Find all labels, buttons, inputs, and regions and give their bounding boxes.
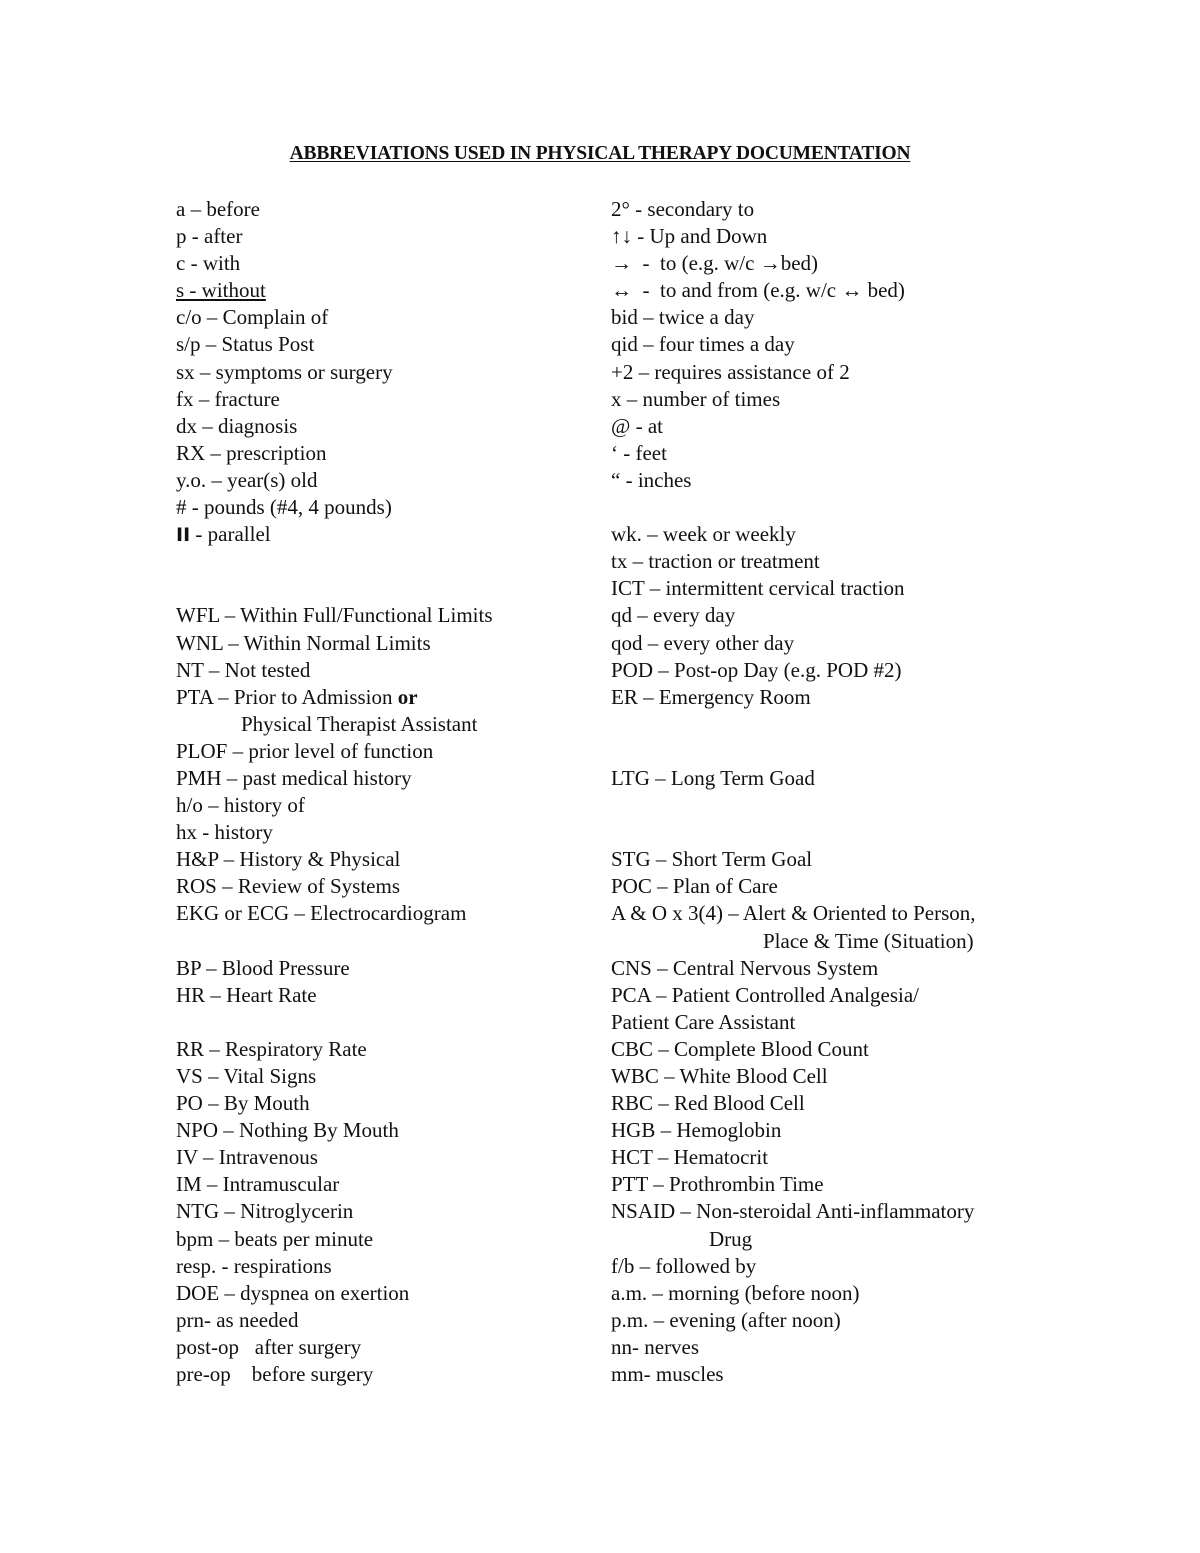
abbreviation-entry: [176, 657, 596, 684]
abbreviation-entry: [176, 1307, 596, 1334]
entry-text: prn- as needed: [176, 1307, 299, 1332]
entry-text: p - after: [176, 224, 243, 249]
entry-text: fx – fracture: [176, 386, 280, 411]
entry-text: IV – Intravenous: [176, 1145, 318, 1170]
entry-text: c - with: [176, 251, 241, 276]
entry-text: LTG – Long Term Goad: [611, 765, 815, 790]
abbreviation-entry: [611, 955, 1061, 982]
abbreviation-entry: [176, 440, 596, 467]
abbreviation-entry: [176, 819, 596, 846]
abbreviation-entry: [176, 386, 596, 413]
abbreviation-entry: [176, 223, 596, 250]
entry-text: wk. – week or weekly: [611, 522, 796, 547]
abbreviation-entry: [611, 196, 1061, 223]
abbreviation-entry: [611, 359, 1061, 386]
abbreviation-entry: [611, 467, 1061, 494]
abbreviation-entry: [176, 250, 596, 277]
entry-text: VS – Vital Signs: [176, 1064, 317, 1088]
entry-text: RBC – Red Blood Cell: [611, 1091, 805, 1116]
abbreviation-entry: [611, 657, 1061, 684]
entry-text: WBC – White Blood Cell: [611, 1064, 828, 1088]
entry-text: ROS – Review of Systems: [176, 874, 401, 899]
entry-text: sx – symptoms or surgery: [176, 359, 393, 384]
abbreviation-entry: [611, 765, 1061, 792]
abbreviation-entry: [611, 331, 1061, 358]
entry-text: hx - history: [176, 820, 273, 845]
abbreviation-entry: [176, 304, 596, 331]
entry-text: qod – every other day: [611, 630, 795, 655]
entry-text: PCA – Patient Controlled Analgesia/: [611, 982, 919, 1007]
entry-text: PMH – past medical history: [176, 765, 412, 790]
abbreviation-entry: [611, 548, 1061, 575]
entry-text: ↑↓ - Up and Down: [611, 224, 768, 249]
blank-line: [611, 738, 1061, 765]
abbreviation-entry: [176, 1144, 596, 1171]
entry-text: BP – Blood Pressure: [176, 955, 350, 980]
entry-text: Drug: [709, 1226, 753, 1251]
entry-text: EKG or ECG – Electrocardiogram: [176, 901, 467, 926]
abbreviation-entry: [176, 1334, 596, 1361]
entry-text: HCT – Hematocrit: [611, 1145, 769, 1170]
abbreviation-entry: [611, 1361, 1061, 1388]
entry-text: CBC – Complete Blood Count: [611, 1036, 869, 1061]
abbreviation-entry: [611, 1117, 1061, 1144]
abbreviation-entry: [611, 846, 1061, 873]
document-title: ABBREVIATIONS USED IN PHYSICAL THERAPY DOCUMENTATION: [289, 143, 911, 164]
entry-text: qid – four times a day: [611, 332, 795, 357]
abbreviation-entry: [176, 792, 596, 819]
abbreviation-entry: [176, 982, 596, 1009]
entry-text: H&P – History & Physical: [176, 847, 401, 872]
entry-text: a – before: [176, 197, 260, 221]
blank-line: [611, 819, 1061, 846]
entry-text: bid – twice a day: [611, 305, 755, 330]
entry-text: Place & Time (Situation): [763, 928, 974, 953]
entry-text: dx – diagnosis: [176, 413, 298, 438]
abbreviation-entry: [176, 602, 596, 629]
blank-line: [611, 711, 1061, 738]
abbreviation-entry: [611, 304, 1061, 331]
entry-text: → - to (e.g. w/c →bed): [611, 251, 819, 276]
abbreviation-entry: [176, 467, 596, 494]
abbreviation-entry: [611, 900, 1061, 927]
blank-line: [176, 575, 596, 602]
entry-text: RX – prescription: [176, 440, 327, 465]
entry-text: mm- muscles: [611, 1362, 724, 1387]
entry-text: NTG – Nitroglycerin: [176, 1199, 354, 1224]
entry-text: qd – every day: [611, 603, 736, 628]
abbreviation-entry: [176, 413, 596, 440]
parallel-symbol: II: [176, 524, 191, 547]
abbreviation-entry: [176, 1090, 596, 1117]
entry-text: f/b – followed by: [611, 1253, 757, 1278]
right-column: [611, 196, 1061, 1388]
abbreviation-entry: [176, 630, 596, 657]
entry-text: POD – Post-op Day (e.g. POD #2): [611, 657, 902, 682]
abbreviation-entry: [176, 900, 596, 927]
entry-text: # - pounds (#4, 4 pounds): [176, 495, 392, 520]
abbreviation-entry: [176, 711, 596, 738]
abbreviation-entry: [611, 1009, 1061, 1036]
entry-text: NT – Not tested: [176, 657, 311, 682]
abbreviation-entry: [611, 521, 1061, 548]
abbreviation-entry: [611, 250, 1061, 277]
abbreviation-entry: [611, 1307, 1061, 1334]
blank-line: [611, 792, 1061, 819]
entry-text: PTA – Prior to Admission: [176, 684, 398, 709]
entry-text: Patient Care Assistant: [611, 1009, 796, 1034]
abbreviation-entry: [611, 1280, 1061, 1307]
abbreviation-entry: [611, 1334, 1061, 1361]
entry-text: HGB – Hemoglobin: [611, 1118, 782, 1143]
entry-text: ICT – intermittent cervical traction: [611, 576, 905, 601]
entry-text: NPO – Nothing By Mouth: [176, 1118, 399, 1143]
entry-text: PO – By Mouth: [176, 1091, 310, 1116]
blank-line: [176, 548, 596, 575]
entry-text: c/o – Complain of: [176, 305, 329, 330]
abbreviation-entry: [176, 684, 596, 711]
entry-text: pre-op before surgery: [176, 1362, 374, 1387]
entry-text: CNS – Central Nervous System: [611, 955, 879, 980]
abbreviation-entry: [176, 1280, 596, 1307]
abbreviation-entry: [176, 738, 596, 765]
abbreviation-entry: [611, 1253, 1061, 1280]
abbreviation-entry: [176, 521, 596, 548]
abbreviation-entry: [611, 413, 1061, 440]
abbreviation-entry: [176, 846, 596, 873]
entry-text: PLOF – prior level of function: [176, 738, 434, 763]
abbreviation-entry: [176, 1226, 596, 1253]
blank-line: [611, 494, 1061, 521]
entry-text: PTT – Prothrombin Time: [611, 1172, 824, 1197]
abbreviation-entry: [176, 1198, 596, 1225]
entry-text: y.o. – year(s) old: [176, 467, 318, 492]
entry-text: A & O x 3(4) – Alert & Oriented to Person,: [611, 901, 976, 926]
abbreviation-entry: [611, 1198, 1061, 1225]
entry-text: Physical Therapist Assistant: [241, 711, 478, 736]
abbreviation-entry: [611, 223, 1061, 250]
entry-text: POC – Plan of Care: [611, 874, 778, 899]
abbreviation-entry: [611, 873, 1061, 900]
abbreviation-entry: [176, 196, 596, 223]
entry-text: IM – Intramuscular: [176, 1172, 340, 1197]
entry-text: WNL – Within Normal Limits: [176, 630, 431, 655]
abbreviation-entry: [176, 277, 596, 304]
abbreviation-entry: [611, 928, 1061, 955]
abbreviation-entry: [611, 440, 1061, 467]
abbreviation-entry: [176, 359, 596, 386]
entry-text: WFL – Within Full/Functional Limits: [176, 603, 493, 628]
entry-text: 2° - secondary to: [611, 197, 755, 221]
abbreviation-entry: [611, 575, 1061, 602]
abbreviation-entry: [176, 765, 596, 792]
entry-text: p.m. – evening (after noon): [611, 1307, 841, 1332]
abbreviation-entry: [611, 1171, 1061, 1198]
abbreviation-entry: [611, 1090, 1061, 1117]
abbreviation-entry: [611, 386, 1061, 413]
entry-text: bpm – beats per minute: [176, 1226, 374, 1251]
abbreviation-entry: [611, 1036, 1061, 1063]
entry-text: s - without: [176, 278, 266, 303]
entry-text: h/o – history of: [176, 793, 305, 818]
abbreviation-entry: [611, 1063, 1061, 1090]
entry-text: a.m. – morning (before noon): [611, 1280, 860, 1305]
abbreviation-entry: [611, 277, 1061, 304]
abbreviation-entry: [611, 982, 1061, 1009]
abbreviation-entry: [611, 1144, 1061, 1171]
entry-text: tx – traction or treatment: [611, 549, 820, 574]
abbreviation-entry: [611, 602, 1061, 629]
abbreviation-entry: [176, 1171, 596, 1198]
entry-text: ↔ - to and from (e.g. w/c ↔ bed): [611, 278, 905, 303]
entry-text: @ - at: [611, 413, 663, 438]
abbreviation-entry: [176, 1063, 596, 1090]
entry-text: - parallel: [190, 522, 271, 547]
entry-text: nn- nerves: [611, 1334, 700, 1359]
entry-text: ‘ - feet: [611, 440, 667, 465]
abbreviation-entry: [176, 1117, 596, 1144]
entry-text: ER – Emergency Room: [611, 684, 811, 709]
blank-line: [176, 1009, 596, 1036]
abbreviation-entry: [611, 684, 1061, 711]
entry-text: “ - inches: [611, 467, 692, 492]
blank-line: [176, 928, 596, 955]
entry-bold-text: or: [397, 684, 418, 709]
abbreviation-entry: [176, 1361, 596, 1388]
entry-text: post-op after surgery: [176, 1334, 362, 1359]
entry-text: resp. - respirations: [176, 1253, 332, 1278]
entry-text: RR – Respiratory Rate: [176, 1036, 367, 1061]
abbreviation-entry: [176, 873, 596, 900]
abbreviation-entry: [611, 630, 1061, 657]
entry-text: x – number of times: [611, 386, 781, 411]
entry-text: STG – Short Term Goal: [611, 847, 813, 872]
entry-text: HR – Heart Rate: [176, 982, 317, 1007]
abbreviation-entry: [176, 1253, 596, 1280]
abbreviation-entry: [176, 1036, 596, 1063]
abbreviation-entry: [176, 331, 596, 358]
abbreviation-entry: [176, 494, 596, 521]
entry-text: NSAID – Non-steroidal Anti-inflammatory: [611, 1199, 975, 1224]
abbreviation-entry: [176, 955, 596, 982]
abbreviation-entry: [611, 1226, 1061, 1253]
entry-text: DOE – dyspnea on exertion: [176, 1280, 410, 1305]
entry-text: s/p – Status Post: [176, 332, 315, 357]
entry-text: +2 – requires assistance of 2: [611, 359, 850, 384]
left-column: [176, 196, 596, 1388]
